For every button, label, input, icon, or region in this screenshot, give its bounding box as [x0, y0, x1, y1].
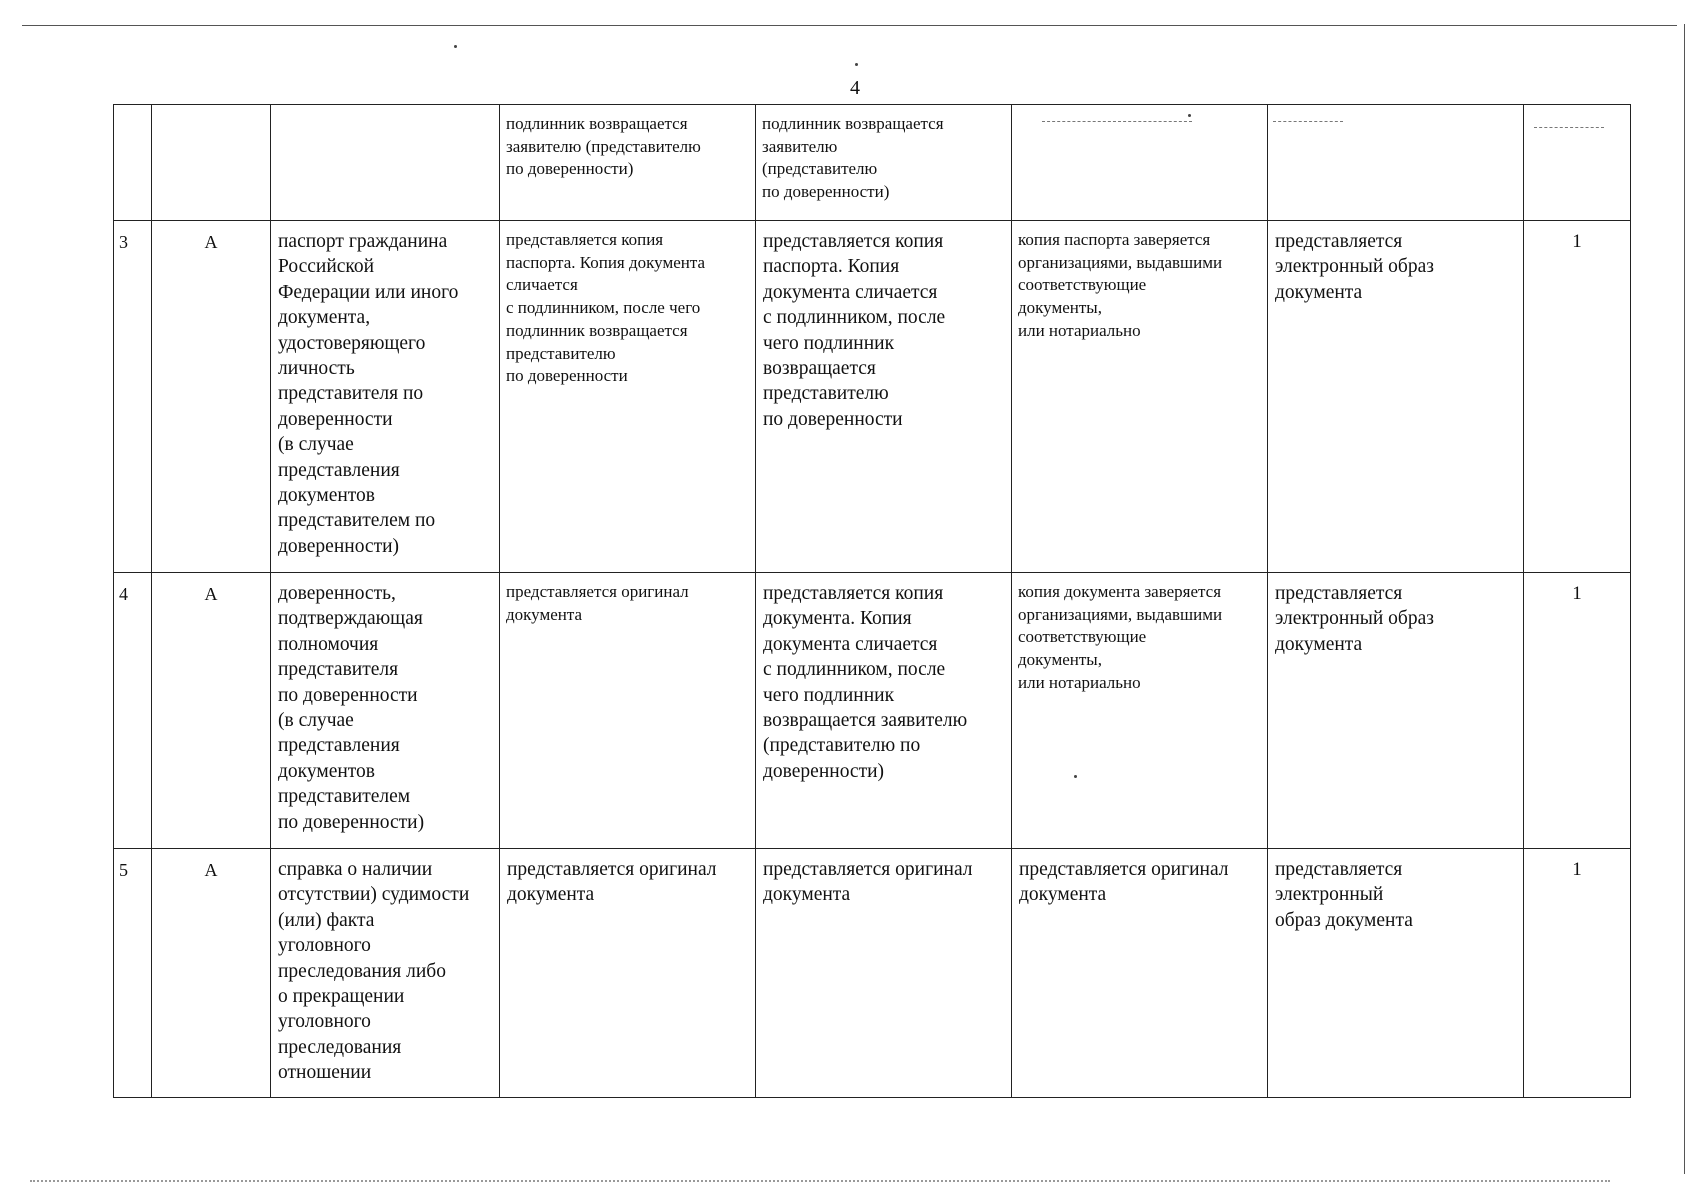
cell-count — [1524, 105, 1631, 221]
scan-top-line — [22, 25, 1677, 26]
document-name: паспорт гражданина Российской Федерации или иного документа, удостоверяющего личность представителя по доверенности (в случае представления документов представителем по доверенности) — [278, 231, 459, 557]
cell-electronic-form — [1268, 849, 1524, 1098]
cell-certification — [1012, 221, 1268, 573]
table-row-continuation — [114, 105, 1631, 221]
electronic-note — [1268, 105, 1523, 113]
cell-submission-form-2 — [756, 573, 1012, 849]
submission-note-2: представляется копия документа. Копия документа сличается с подлинником, после чего подлинник возвращается заявителю (представителю по доверенности) — [763, 583, 968, 782]
submission-note-1: представляется оригинал документа — [507, 859, 717, 906]
row-category — [152, 105, 270, 115]
cell-category — [152, 221, 271, 573]
document-name: доверенность, подтверждающая полномочия представителя по доверенности (в случае представления документов представителем по доверенности) — [278, 583, 425, 833]
cell-electronic-form — [1268, 221, 1524, 573]
cell-number — [114, 221, 152, 573]
electronic-note: представляется электронный образ документа — [1275, 859, 1413, 931]
certification-note — [1012, 105, 1267, 113]
cell-number — [114, 573, 152, 849]
submission-note-1: подлинник возвращается заявителю (представителю по доверенности) — [506, 114, 701, 179]
cell-submission-form-2 — [756, 105, 1012, 221]
cell-document-name — [271, 573, 500, 849]
dash-filler — [1534, 127, 1604, 128]
cell-submission-form-1 — [500, 849, 756, 1098]
document-name: справка о наличии отсутствии) судимости (или) факта уголовного преследования либо о прекращении уголовного преследования отношении — [278, 859, 470, 1084]
scan-bottom-dotted-line — [30, 1180, 1610, 1182]
submission-note-1: представляется копия паспорта. Копия документа сличается с подлинником, после чего подлинник возвращается представителю по доверенности — [506, 230, 706, 386]
row-category: А — [204, 232, 218, 252]
cell-category — [152, 573, 271, 849]
row-number: 5 — [119, 860, 128, 880]
document-count: 1 — [1572, 859, 1582, 880]
electronic-note: представляется электронный образ документа — [1275, 583, 1434, 655]
scan-speck — [855, 63, 858, 66]
document-count — [1524, 105, 1630, 115]
dash-filler — [1042, 121, 1192, 122]
table-row — [114, 573, 1631, 849]
documents-table — [113, 104, 1631, 1098]
submission-note-2: представляется копия паспорта. Копия документа сличается с подлинником, после чего подлинник возвращается представителю по доверенности — [763, 231, 946, 430]
electronic-note: представляется электронный образ документа — [1275, 231, 1434, 303]
cell-electronic-form — [1268, 573, 1524, 849]
cell-submission-form-2 — [756, 849, 1012, 1098]
row-category: А — [204, 860, 218, 880]
document-count: 1 — [1572, 231, 1582, 252]
cell-number — [114, 849, 152, 1098]
cell-count — [1524, 573, 1631, 849]
cell-count — [1524, 221, 1631, 573]
submission-note-2: подлинник возвращается заявителю (представителю по доверенности) — [762, 114, 944, 202]
row-number — [114, 105, 151, 115]
cell-count — [1524, 849, 1631, 1098]
cell-document-name — [271, 849, 500, 1098]
cell-submission-form-1 — [500, 573, 756, 849]
scan-right-line — [1684, 24, 1685, 1174]
table-row — [114, 221, 1631, 573]
row-category: А — [204, 584, 218, 604]
submission-note-1: представляется оригинал документа — [506, 582, 689, 624]
row-number: 4 — [119, 584, 128, 604]
cell-number — [114, 105, 152, 221]
cell-certification — [1012, 105, 1268, 221]
cell-category — [152, 849, 271, 1098]
document-name — [271, 105, 499, 113]
table-row — [114, 849, 1631, 1098]
cell-category — [152, 105, 271, 221]
cell-submission-form-2 — [756, 221, 1012, 573]
row-number: 3 — [119, 232, 128, 252]
document-count: 1 — [1572, 583, 1582, 604]
cell-certification — [1012, 573, 1268, 849]
cell-certification — [1012, 849, 1268, 1098]
cell-submission-form-1 — [500, 221, 756, 573]
page-number: 4 — [850, 77, 860, 99]
cell-document-name — [271, 221, 500, 573]
cell-electronic-form — [1268, 105, 1524, 221]
dash-filler — [1273, 121, 1343, 122]
cell-submission-form-1 — [500, 105, 756, 221]
submission-note-2: представляется оригинал документа — [763, 859, 973, 906]
scan-speck — [454, 45, 457, 48]
certification-note: копия паспорта заверяется организациями, выдавшими соответствующие документы, или нотариально — [1018, 230, 1223, 340]
certification-note: представляется оригинал документа — [1019, 859, 1229, 906]
certification-note: копия документа заверяется организациями, выдавшими соответствующие документы, или нотариально — [1018, 582, 1223, 692]
cell-document-name — [271, 105, 500, 221]
